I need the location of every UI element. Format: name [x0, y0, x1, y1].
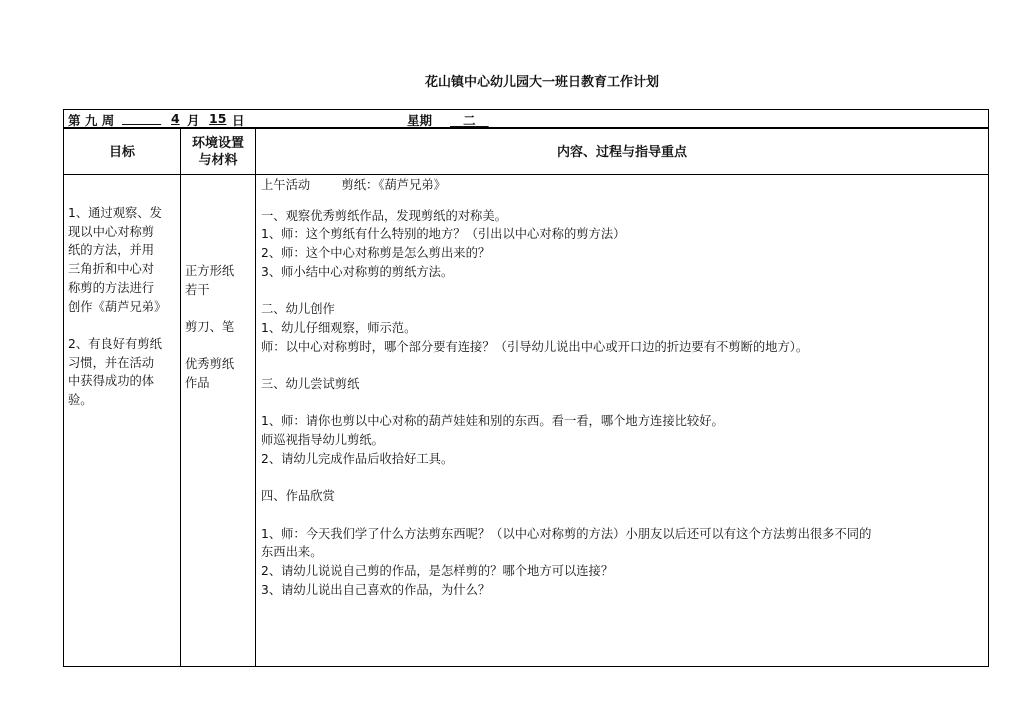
goal-line: 中获得成功的体: [68, 374, 155, 389]
content-line: 二、幼儿创作: [261, 302, 335, 317]
content-line: 上午活动 剪纸：《葫芦兄弟》: [261, 178, 446, 192]
month-label: 月: [187, 113, 200, 128]
content-line: 2、请幼儿完成作品后收拾好工具。: [261, 451, 454, 466]
page-title: 花山镇中心幼儿园大一班日教育工作计划: [424, 75, 659, 90]
material-line: 正方形纸: [185, 264, 235, 278]
content-line: 1、师：请你也剪以中心对称的葫芦娃娃和别的东西。看一看，哪个地方连接比较好。: [261, 414, 724, 429]
material-line: 若干: [185, 282, 210, 297]
content-line: 师巡视指导幼儿剪纸。: [261, 433, 384, 448]
goals-cell: [68, 204, 180, 410]
goal-line: 纸的方法，并用: [68, 243, 155, 258]
week-row: [64, 110, 988, 129]
goal-line: 三角折和中心对: [68, 262, 155, 277]
day-value: 15: [209, 111, 227, 126]
content-line: 1、幼儿仔细观察，师示范。: [261, 320, 417, 335]
day-label: 日: [232, 113, 245, 128]
env-header: [181, 129, 255, 175]
goal-line: 创作《葫芦兄弟》: [68, 299, 167, 314]
material-line: 优秀剪纸: [185, 357, 235, 372]
content-cell: [261, 176, 987, 599]
material-line: 剪刀、笔: [185, 320, 235, 335]
month-value: 4: [171, 111, 180, 126]
content-line: 3、请幼儿说出自己喜欢的作品，为什么？: [261, 582, 491, 597]
content-line: 3、师小结中心对称剪的剪纸方法。: [261, 264, 454, 279]
content-header: 内容、过程与指导重点: [556, 144, 687, 160]
content-line: 2、师：这个中心对称剪是怎么剪出来的？: [261, 246, 491, 261]
weekday-value: 二: [463, 113, 476, 128]
content-line: 1、师：这个剪纸有什么特别的地方？（引出以中心对称的剪方法）: [261, 227, 626, 242]
materials-cell: [185, 262, 257, 393]
content-line: 一、观察优秀剪纸作品，发现剪纸的对称美。: [261, 208, 507, 223]
column-divider-2: [255, 129, 256, 666]
env-header-line1: 环境设置: [191, 136, 244, 151]
content-line: 东西出来。: [261, 545, 323, 560]
week-blank: [122, 111, 161, 126]
goal-line: 1、通过观察、发: [68, 206, 162, 220]
content-line: 师：以中心对称剪时，哪个部分要有连接？（引导幼儿说出中心或开口边的折边要有不剪断的地方）。: [261, 339, 809, 354]
goal-line: 称剪的方法进行: [68, 280, 155, 295]
content-line: 2、请幼儿说说自己剪的作品，是怎样剪的？哪个地方可以连接？: [261, 563, 614, 578]
goal-line: 2、有良好有剪纸: [68, 336, 162, 351]
plan-table: [63, 109, 989, 667]
content-line: 四、作品欣赏: [261, 489, 335, 504]
content-line: 1、师：今天我们学了什么方法剪东西呢？（以中心对称剪的方法）小朋友以后还可以有这个方法剪出很多不同的: [261, 526, 872, 541]
material-line: 作品: [185, 376, 210, 391]
column-divider-1: [180, 129, 181, 666]
goal-header: 目标: [108, 144, 135, 160]
weekday-label: 星期: [407, 113, 433, 128]
header-row: [64, 129, 988, 175]
content-line: 三、幼儿尝试剪纸: [261, 377, 360, 391]
env-header-line2: 与材料: [198, 153, 238, 168]
goal-line: 习惯，并在活动: [68, 355, 155, 370]
goal-line: 验。: [68, 393, 93, 408]
goal-line: 现以中心对称剪: [68, 224, 155, 239]
week-label: 第 九 周: [68, 113, 115, 128]
